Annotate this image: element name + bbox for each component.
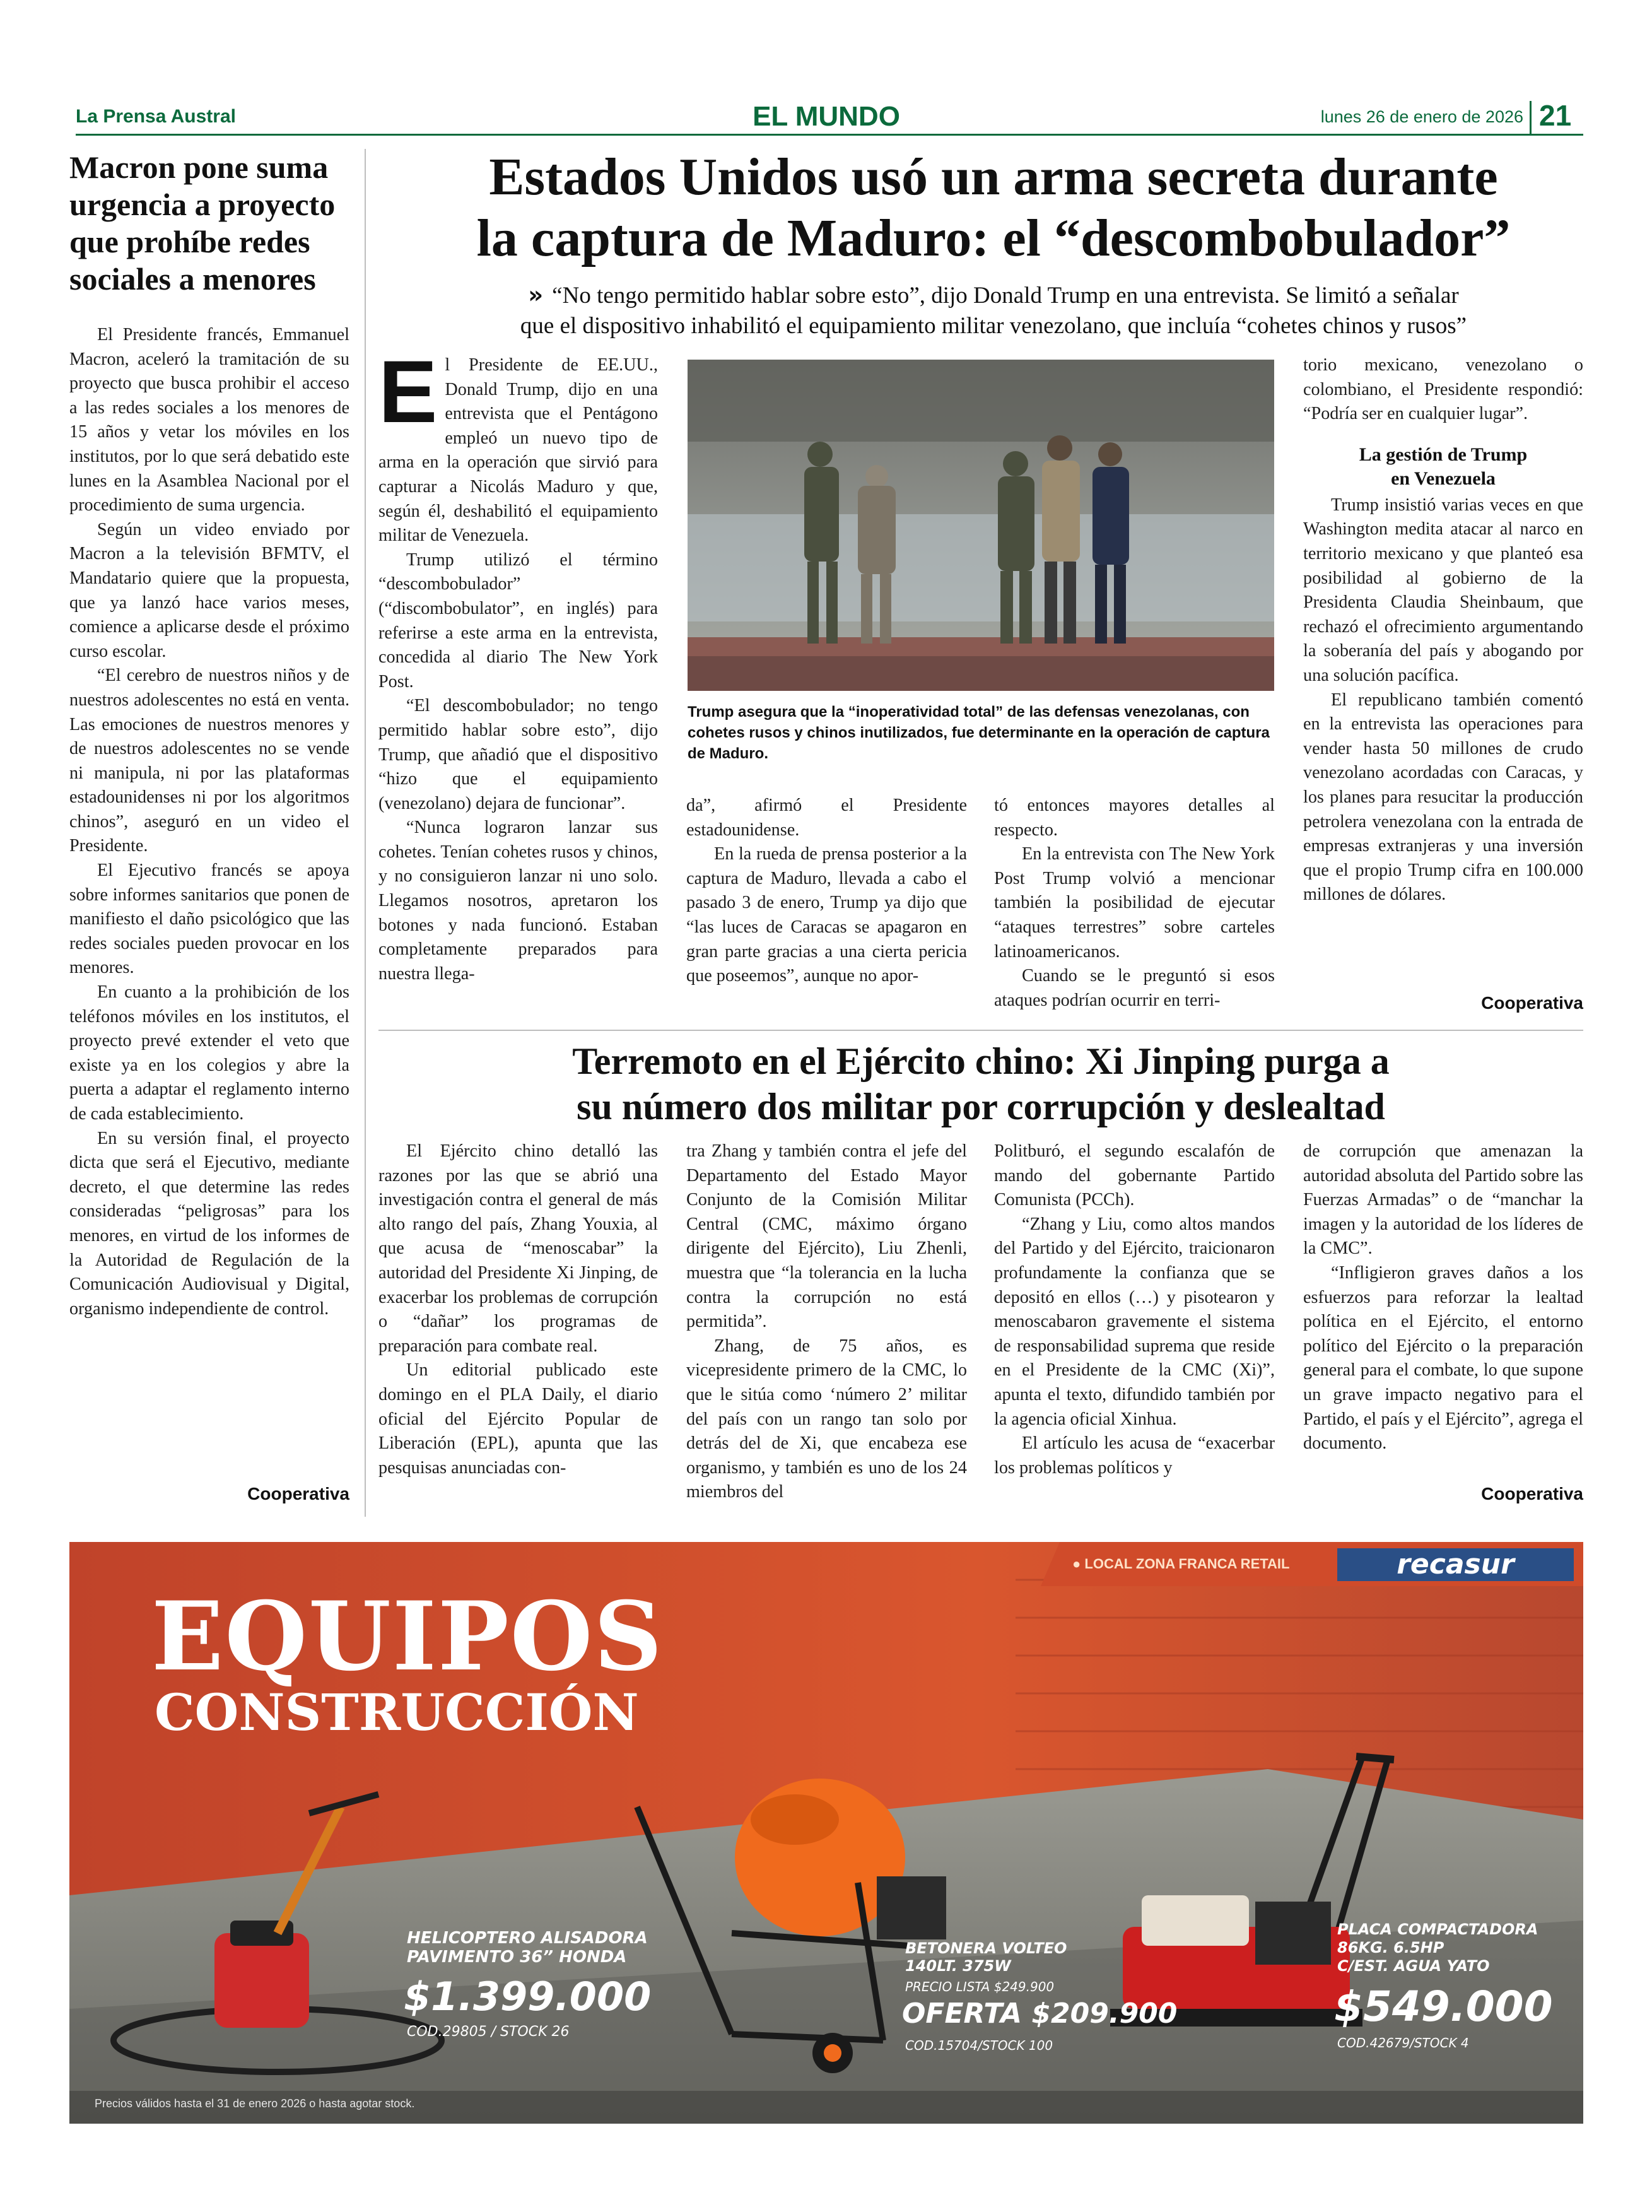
macron-headline: Macron pone suma urgencia a proyecto que prohíbe redes sociales a menores: [69, 150, 336, 297]
macron-paragraph: El Ejecutivo francés se apoya sobre informes sanitarios que ponen de manifiesto el daño psicológico que las redes sociales pueden provocar en los menores.: [69, 861, 349, 978]
china-paragraph: Un editorial publicado este domingo en el PLA Daily, el diario oficial del Ejército Popular de Liberación (EPL), apunta que las pesquisas anunciadas con-: [378, 1360, 658, 1478]
ad-title: EQUIPOS: [151, 1581, 664, 1692]
product-name-line: HELICOPTERO ALISADORA: [407, 1929, 648, 1948]
china-paragraph: El Ejército chino detalló las razones por las que se abrió una investigación contra el general de más alto rango del país, Zhang Youxia, al que acusa de “menoscabar” la autoridad del Presidente Xi Jinping, de exacerbar los problemas de corrupción o “dañar” los programas de preparación para combate real.: [378, 1141, 658, 1356]
macron-paragraph: El Presidente francés, Emmanuel Macron, aceleró la tramitación de su proyecto que busca prohibir el acceso a las redes sociales a los menores de 15 años y vetar los móviles en los institutos, por lo que será debatido este lunes en la Asamblea Nacional por el procedimiento de suma urgencia.: [69, 325, 349, 515]
main-paragraph: da”, afirmó el Presidente estadounidense.: [686, 796, 967, 840]
china-paragraph: “Infligieron graves daños a los esfuerzos para reforzar la lealtad política en el Ejército, el entorno político del Ejército o la preparación general para el combate, lo que supone un grave impacto negativo para el Partido, el país y el Ejército”, agrega el documento.: [1303, 1262, 1583, 1454]
location-pin-icon: ●: [1072, 1556, 1085, 1572]
main-headline-line: Estados Unidos usó un arma secreta durante: [489, 148, 1498, 206]
product-2-code: COD.15704/STOCK 100: [905, 2038, 1053, 2053]
china-paragraph: Politburó, el segundo escalafón de mando del gobernante Partido Comunista (PCCh).: [994, 1141, 1275, 1210]
main-deck: [416, 280, 1571, 341]
main-column-3: [994, 794, 1275, 1015]
product-name-line: C/EST. AGUA YATO: [1337, 1957, 1490, 1975]
main-paragraph: El republicano también comentó en la entrevista las operaciones para vender hasta 50 millones de crudo venezolano acordadas con Caracas, y los planes para resucitar la producción petrolera venezolana con la entrada de empresas extranjeras y una inversión que el propio Trump cifra en 100.000 millones de dólares.: [1303, 690, 1583, 905]
product-name-line: BETONERA VOLTEO: [905, 1939, 1067, 1957]
macron-paragraph: En cuanto a la prohibición de los teléfonos móviles en los institutos, el proyecto prevé extender el veto que existe ya en los colegios y abre la puerta a adaptar el reglamento interno de cada establecimiento.: [69, 982, 349, 1124]
main-paragraph: [378, 353, 658, 548]
china-paragraph: Zhang, de 75 años, es vicepresidente primero de la CMC, lo que le sitúa como ‘número 2’ militar del país con un rango tan solo por detrás del de Xi, que encabeza ese organismo, y también es uno de los 24 miembros del: [686, 1336, 967, 1502]
product-3-code: COD.42679/STOCK 4: [1337, 2035, 1469, 2050]
china-paragraph: El artículo les acusa de “exacerbar los problemas políticos y: [994, 1433, 1275, 1478]
main-paragraph-text: l Presidente de EE.UU., Donald Trump, dijo en una entrevista que el Pentágono empleó un nuevo tipo de arma en la operación que sirvió para capturar a Nicolás Maduro y que, según él, deshabilitó el equipamiento militar de Venezuela.: [378, 355, 658, 546]
china-headline-line: Terremoto en el Ejército chino: Xi Jinping purga a: [572, 1040, 1390, 1082]
main-headline: [404, 146, 1583, 269]
main-paragraph: En la rueda de prensa posterior a la captura de Maduro, llevada a cabo el pasado 3 de enero, Trump ya dijo que “las luces de Caracas se apagaron en gran parte gracias a una cierta pericia que poseemos”, aunque no apor-: [686, 844, 967, 986]
product-name-line: 140LT. 375W: [905, 1957, 1011, 1975]
product-1-code: COD.29805 / STOCK 26: [407, 2024, 570, 2040]
product-2-price: OFERTA $209.900: [902, 1997, 1178, 2030]
product-2-list-price: PRECIO LISTA $249.900: [905, 1979, 1055, 1994]
header-rule: [76, 134, 1583, 136]
main-headline-line: la captura de Maduro: el “descombobulador”: [476, 209, 1511, 268]
china-byline: Cooperativa: [1481, 1484, 1583, 1503]
section-rule: [378, 1030, 1583, 1031]
macron-byline: Cooperativa: [247, 1484, 349, 1503]
main-paragraph: Trump insistió varias veces en que Washington medita atacar al narco en territorio mexicano y que planteó esa posibilidad al gobierno de la Presidenta Claudia Sheinbaum, que rechazó el ofrecimiento argumentando la soberanía del país y abogando por una solución pacífica.: [1303, 495, 1583, 685]
product-name-line: 86KG. 6.5HP: [1337, 1939, 1444, 1956]
macron-paragraph: En su versión final, el proyecto dicta que será el Ejecutivo, mediante decreto, el que determine las redes consideradas “peligrosas” para los menores, en virtud de los informes de la Autoridad de Regulación de la Comunicación Audiovisual y Digital, organismo independiente de control.: [69, 1128, 349, 1319]
macron-paragraph: “El cerebro de nuestros niños y de nuestros adolescentes no está en venta. Las emociones de nuestros menores y de nuestros adolescentes no se vende ni manipula, ni por las plataformas estadounidenses ni por los algoritmos chinos”, aseguró en un video el Presidente.: [69, 666, 349, 856]
main-column-1: [378, 353, 658, 1015]
main-deck-line: [416, 280, 1571, 311]
photo-caption: Trump asegura que la “inoperatividad total” de las defensas venezolanas, con cohetes rusos y chinos inutilizados, fue determinante en la operación de captura de Maduro.: [688, 703, 1270, 762]
section-title: EL MUNDO: [753, 101, 900, 132]
column-divider: [365, 149, 366, 1517]
deck-text: “No tengo permitido hablar sobre esto”, dijo Donald Trump en una entrevista. Se limitó a señalar: [552, 283, 1459, 309]
main-column-4: [1303, 353, 1583, 1009]
main-paragraph: torio mexicano, venezolano o colombiano, el Presidente respondió: “Podría ser en cualquier lugar”.: [1303, 355, 1583, 424]
main-paragraph: Trump utilizó el término “descombobulador” (“discombobulator”, en inglés) para referirse a este arma en la entrevista, concedida al diario The New York Post.: [378, 550, 658, 691]
photo-illustration: [688, 360, 1274, 691]
china-column-1: [378, 1139, 658, 1508]
china-column-2: [686, 1139, 967, 1508]
main-paragraph: “El descombobulador; no tengo permitido hablar sobre esto”, dijo Trump, que añadió que el dispositivo “hizo que el equipamiento (venezolano) dejara de funcionar”.: [378, 696, 658, 813]
deck-chevron-icon: »: [528, 281, 544, 309]
product-name-line: PAVIMENTO 36” HONDA: [407, 1948, 627, 1967]
china-paragraph: de corrupción que amenazan la autoridad absoluta del Partido sobre las Fuerzas Armadas” o de “manchar la imagen y la autoridad de los líderes de la CMC”.: [1303, 1141, 1583, 1259]
china-column-3: [994, 1139, 1275, 1508]
product-name-line: PLACA COMPACTADORA: [1337, 1921, 1538, 1938]
product-2-name: [905, 1939, 1094, 1975]
product-1-name: [407, 1929, 672, 1967]
main-paragraph: tó entonces mayores detalles al respecto.: [994, 796, 1275, 840]
product-3-name: [1337, 1921, 1577, 1975]
china-column-4: [1303, 1139, 1583, 1485]
advertisement[interactable]: [69, 1542, 1583, 2124]
ad-brand-logo[interactable]: recasur: [1397, 1548, 1514, 1580]
header-divider: [1530, 101, 1532, 134]
main-deck-line: que el dispositivo inhabilitó el equipamiento militar venezolano, que incluía “cohetes chinos y rusos”: [520, 313, 1467, 339]
main-paragraph: Cuando se le preguntó si esos ataques podrían ocurrir en terri-: [994, 966, 1275, 1010]
ad-footnote: Precios válidos hasta el 31 de enero 2026 o hasta agotar stock.: [95, 2097, 415, 2110]
main-paragraph: En la entrevista con The New York Post Trump volvió a mencionar también la posibilidad de ejecutar “ataques terrestres” sobre carteles latinoamericanos.: [994, 844, 1275, 962]
macron-paragraph: Según un video enviado por Macron a la televisión BFMTV, el Mandatario quiere que la propuesta, que ya lanzó hace varios meses, comience a aplicarse desde el próximo curso escolar.: [69, 519, 349, 661]
main-byline: Cooperativa: [1481, 993, 1583, 1013]
ad-location-text: LOCAL ZONA FRANCA RETAIL: [1084, 1556, 1290, 1572]
main-column-2: [686, 794, 967, 1015]
main-paragraph: “Nunca lograron lanzar sus cohetes. Tenían cohetes rusos y chinos, y no consiguieron lanzar ni uno solo. Llegamos nosotros, apretaron los botones y nada funcionó. Estaban completamente preparados para nuestra llega-: [378, 818, 658, 984]
subhead-line: en Venezuela: [1391, 468, 1496, 489]
china-headline: [378, 1038, 1583, 1129]
product-3-price: $549.000: [1334, 1982, 1553, 2031]
newspaper-brand: La Prensa Austral: [76, 106, 236, 127]
issue-date: lunes 26 de enero de 2026: [1320, 107, 1523, 126]
trump-subhead: [1303, 443, 1583, 491]
news-photo: [688, 360, 1274, 691]
product-1-price: $1.399.000: [404, 1974, 652, 2020]
drop-cap: E: [378, 353, 438, 441]
china-paragraph: tra Zhang y también contra el jefe del Departamento del Estado Mayor Conjunto de la Comisión Militar Central (CMC, máximo órgano dirigente del Ejército), Liu Zhenli, muestra que “la tolerancia en la lucha contra la corrupción no está permitida”.: [686, 1141, 967, 1332]
china-paragraph: “Zhang y Liu, como altos mandos del Partido y del Ejército, traicionaron profundamente la confianza que se depositó en ellos (…) y pisotearon y menoscabaron gravemente el sistema de responsabilidad suprema que reside en el Presidente de la CMC (Xi)”, apunta el texto, difundido también por la agencia oficial Xinhua.: [994, 1214, 1275, 1429]
ad-location: [1072, 1556, 1337, 1572]
ad-subtitle: CONSTRUCCIÓN: [155, 1683, 639, 1742]
page-number: 21: [1539, 99, 1572, 132]
subhead-line: La gestión de Trump: [1359, 444, 1528, 465]
china-headline-line: su número dos militar por corrupción y deslealtad: [577, 1086, 1385, 1127]
macron-body: [69, 323, 349, 1491]
